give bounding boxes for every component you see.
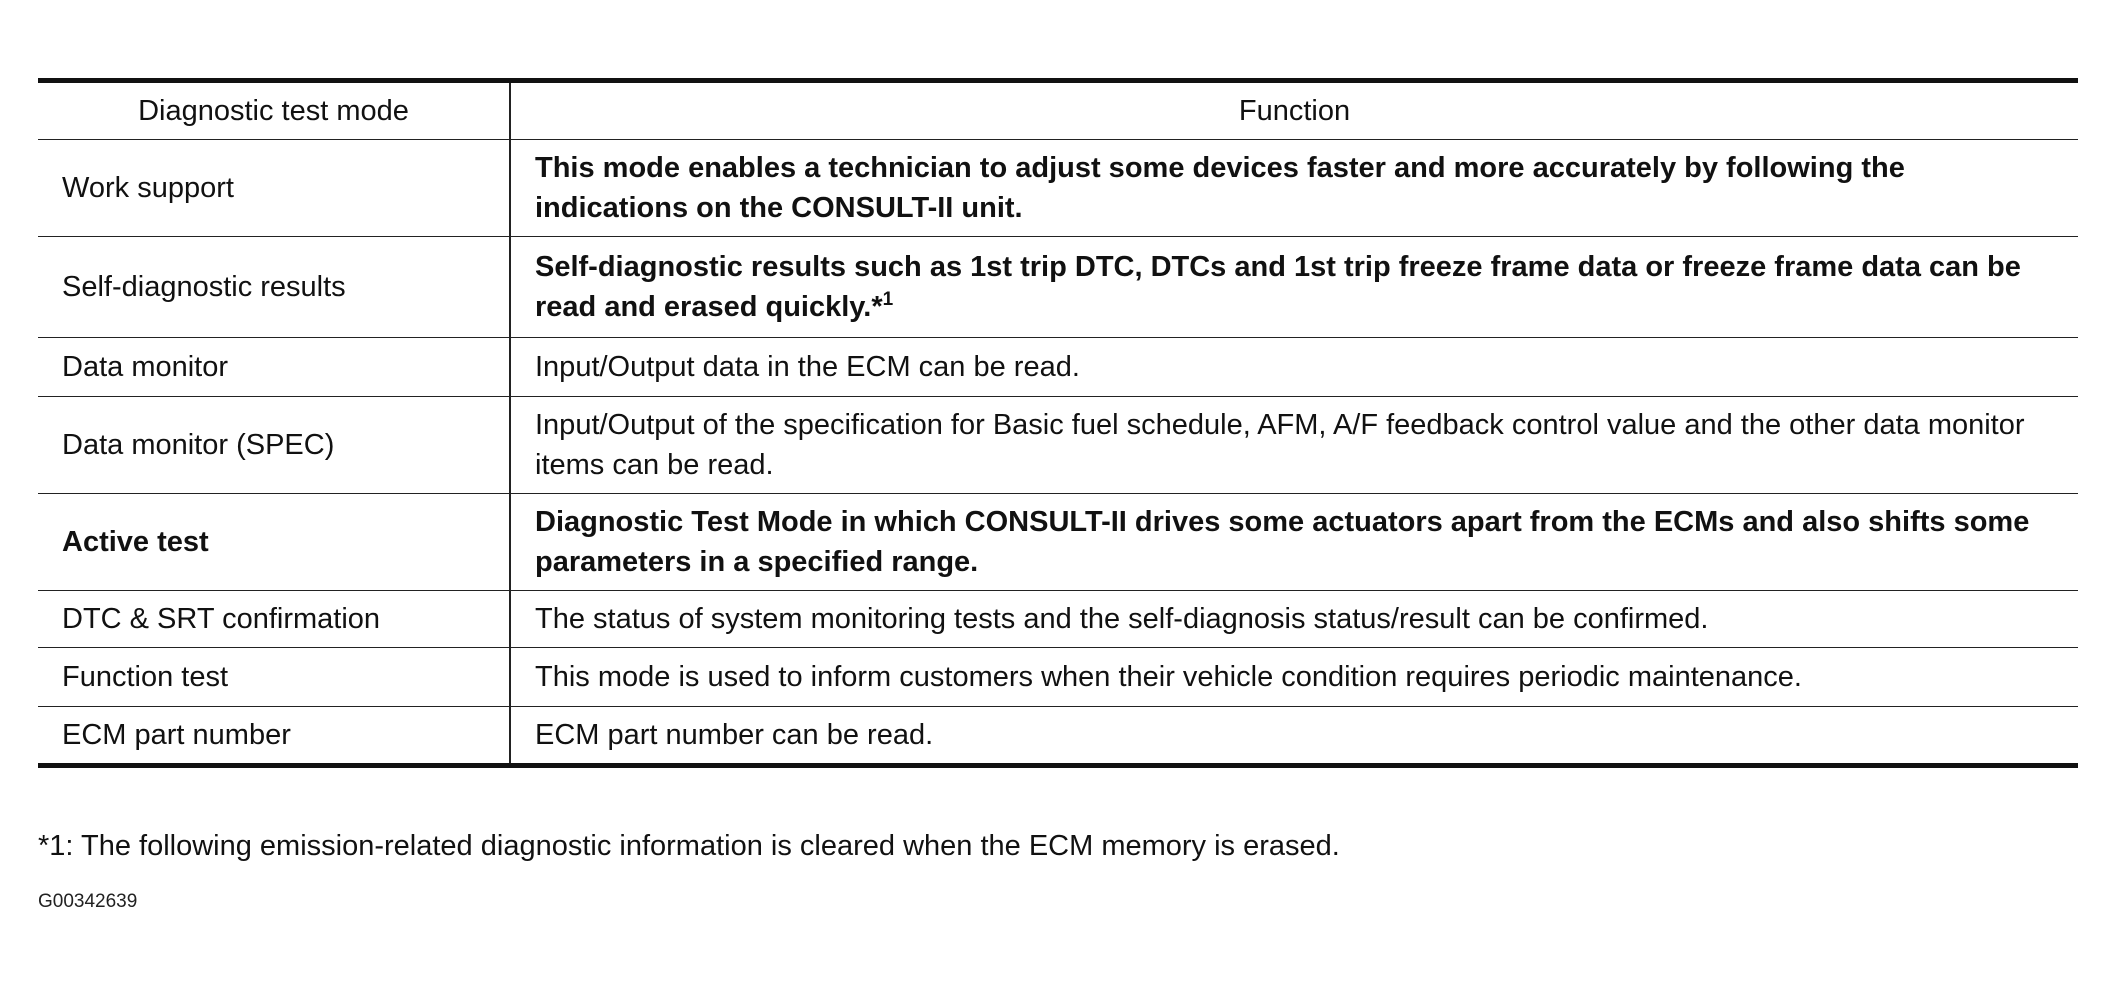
table-row (38, 494, 2078, 591)
table-row (38, 707, 2078, 766)
function-cell: Diagnostic Test Mode in which CONSULT-II drives some actuators apart from the ECMs and also shifts some parameters in a specified range. (510, 494, 2078, 591)
footnote-text: *1: The following emission-related diagnostic information is cleared when the ECM memory is erased. (38, 830, 1340, 862)
function-cell: The status of system monitoring tests and the self-diagnosis status/result can be confirmed. (510, 591, 2078, 648)
function-cell: ECM part number can be read. (510, 707, 2078, 766)
table-row (38, 140, 2078, 237)
mode-cell: ECM part number (38, 707, 510, 766)
table-header-row (38, 81, 2078, 140)
table-row (38, 237, 2078, 338)
table-row (38, 338, 2078, 397)
table-row (38, 648, 2078, 707)
header-diagnostic-test-mode: Diagnostic test mode (38, 81, 510, 140)
table-row (38, 591, 2078, 648)
mode-cell: Function test (38, 648, 510, 707)
function-cell (510, 237, 2078, 338)
header-function: Function (510, 81, 2078, 140)
mode-cell: Data monitor (38, 338, 510, 397)
diagnostic-test-mode-table (38, 78, 2078, 768)
function-cell: This mode is used to inform customers when their vehicle condition requires periodic maintenance. (510, 648, 2078, 707)
footnote-reference: 1 (882, 289, 894, 310)
mode-cell: DTC & SRT confirmation (38, 591, 510, 648)
function-text: Self-diagnostic results such as 1st trip DTC, DTCs and 1st trip freeze frame data or freeze frame data can be read and erased quickly.* (535, 251, 2021, 323)
mode-cell: Self-diagnostic results (38, 237, 510, 338)
function-cell: Input/Output of the specification for Basic fuel schedule, AFM, A/F feedback control value and the other data monitor items can be read. (510, 397, 2078, 494)
mode-cell: Data monitor (SPEC) (38, 397, 510, 494)
figure-id: G00342639 (38, 891, 138, 912)
mode-cell: Active test (38, 494, 510, 591)
mode-cell: Work support (38, 140, 510, 237)
function-cell: This mode enables a technician to adjust some devices faster and more accurately by following the indications on the CONSULT-II unit. (510, 140, 2078, 237)
function-cell: Input/Output data in the ECM can be read. (510, 338, 2078, 397)
table-row (38, 397, 2078, 494)
